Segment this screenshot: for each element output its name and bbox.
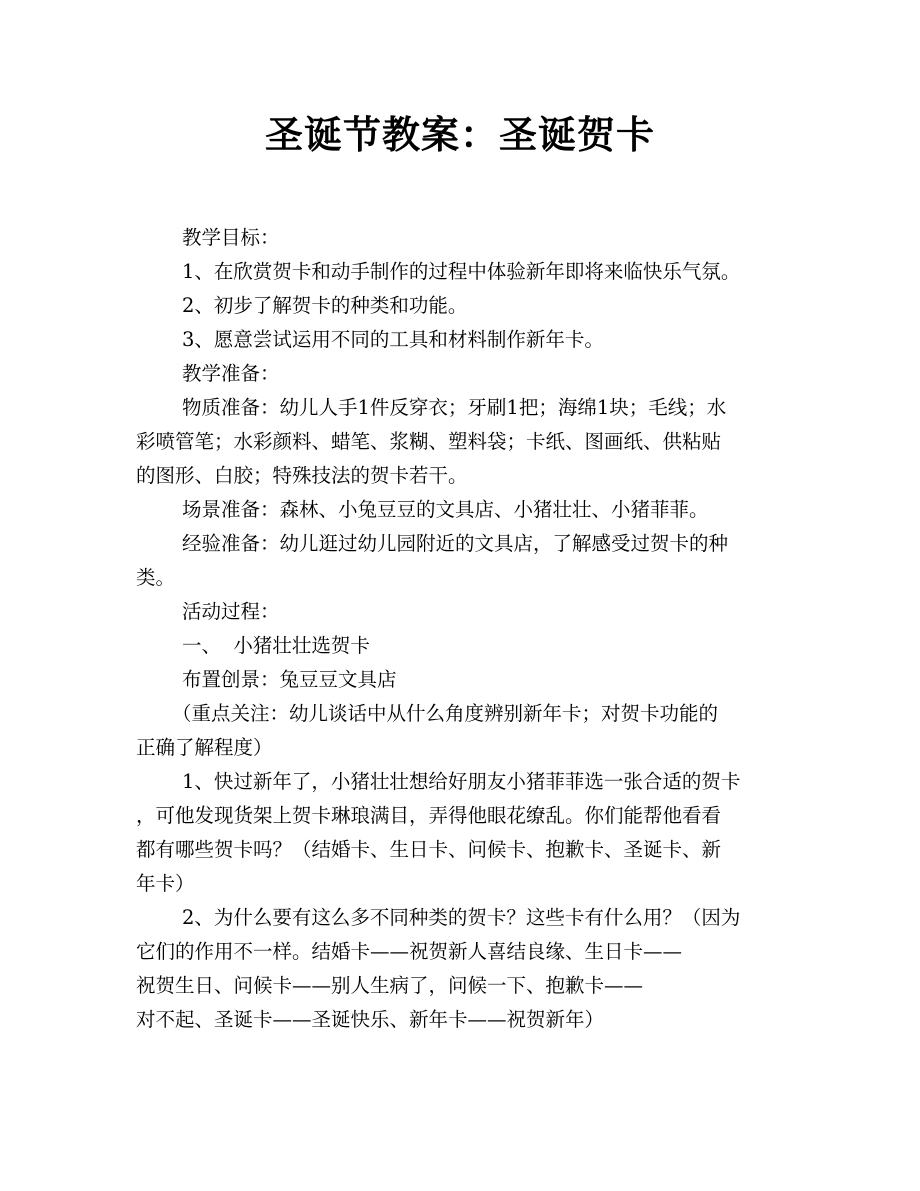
experience-line-1: 经验准备：幼儿逛过幼儿园附近的文具店，了解感受过贺卡的种 [182,532,729,555]
focus-line-1: （重点关注：幼儿谈话中从什么角度辨别新年卡；对贺卡功能的 [172,702,719,725]
material-line-1: 物质准备：幼儿人手1件反穿衣；牙刷1把；海绵1块；毛线；水 [182,396,727,419]
question-2-line-4: 对不起、圣诞卡——圣诞快乐、新年卡——祝贺新年） [136,1008,605,1031]
goal-item-3: 3、愿意尝试运用不同的工具和材料制作新年卡。 [182,328,604,351]
step-one-heading: 一、 小猪壮壮选贺卡 [182,634,370,657]
focus-paragraph [136,697,786,765]
question-1-paragraph [136,765,786,901]
prep-heading: 教学准备： [182,362,280,385]
goal-item-2: 2、初步了解贺卡的种类和功能。 [182,294,468,317]
material-line-2: 彩喷管笔；水彩颜料、蜡笔、浆糊、塑料袋；卡纸、图画纸、供粘贴 [136,430,722,453]
question-2-paragraph [136,901,786,1037]
question-1-line-1: 1、快过新年了，小猪壮壮想给好朋友小猪菲菲选一张合适的贺卡 [182,770,741,793]
setting-line: 布置创景：兔豆豆文具店 [182,668,397,691]
scene-prep: 场景准备：森林、小兔豆豆的文具店、小猪壮壮、小猪菲菲。 [182,498,709,521]
material-line-3: 的图形、白胶；特殊技法的贺卡若干。 [136,464,468,487]
goal-heading: 教学目标： [182,226,280,249]
experience-line-2: 类。 [136,566,176,589]
question-1-line-2: ，可他发现货架上贺卡琳琅满目，弄得他眼花缭乱。你们能帮他看看 [136,804,722,827]
process-heading: 活动过程： [182,600,280,623]
focus-line-2: 正确了解程度） [136,736,273,759]
question-2-line-2: 它们的作用不一样。结婚卡——祝贺新人喜结良缘、生日卡—— [136,940,683,963]
experience-paragraph [136,527,786,595]
document-body [136,221,786,1037]
material-paragraph [136,391,786,493]
question-1-line-4: 年卡） [136,872,195,895]
question-1-line-3: 都有哪些贺卡吗？（结婚卡、生日卡、问候卡、抱歉卡、圣诞卡、新 [136,838,722,861]
document-title: 圣诞节教案：圣诞贺卡 [264,112,655,157]
goal-item-1: 1、在欣赏贺卡和动手制作的过程中体验新年即将来临快乐气氛。 [182,260,741,283]
question-2-line-1: 2、为什么要有这么多不同种类的贺卡？这些卡有什么用？（因为 [182,906,741,929]
question-2-line-3: 祝贺生日、问候卡——别人生病了，问候一下、抱歉卡—— [136,974,644,997]
